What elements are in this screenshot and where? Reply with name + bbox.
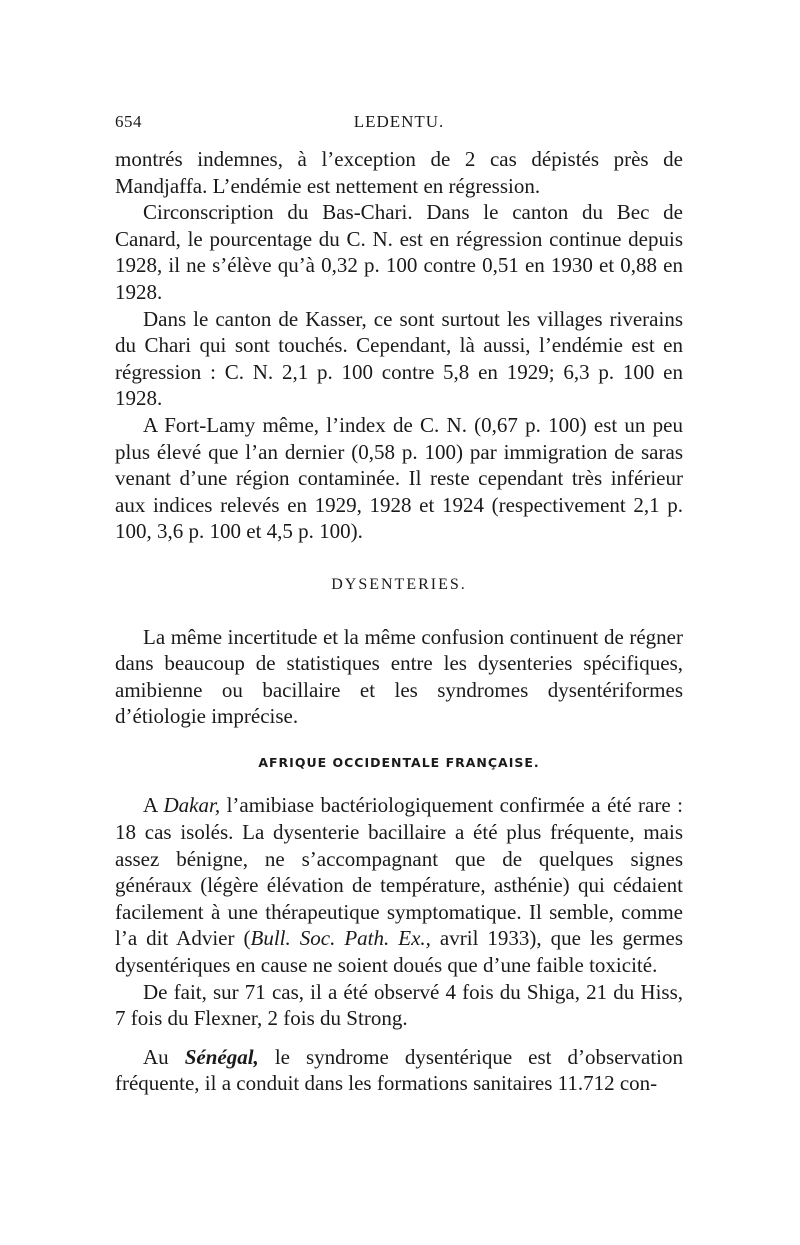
sub-heading: AFRIQUE OCCIDENTALE FRANÇAISE. bbox=[258, 754, 540, 770]
running-head bbox=[115, 112, 683, 138]
page-number: 654 bbox=[115, 112, 142, 131]
paragraph-continuation: montrés indemnes, à l’exception de 2 cas dépistés près de Mandjaffa. L’endémie est nettement en régression. bbox=[115, 147, 683, 198]
paragraph-strains: De fait, sur 71 cas, il a été observé 4 fois du Shiga, 21 du Hiss, 7 fois du Flexner, 2 fois du Strong. bbox=[115, 979, 683, 1031]
dakar-text-1: l’amibiase bactériologiquement confirmée a été rare : 18 cas isolés. La dysenterie bacillaire a été plus fréquente, mais assez bénigne, ne s’accompagnant que de quelques signes généraux (légère élévation de température, asthénie) qui cédaient facilement à une thérapeutique symptomatique. Il semble, comme l’a dit Advier ( bbox=[115, 793, 683, 951]
page-body bbox=[115, 146, 683, 1097]
dakar-lead: A bbox=[143, 793, 164, 818]
senegal-text: le syndrome dysentérique est d’observation fréquente, il a conduit dans les formations sanitaires 11.712 con- bbox=[115, 1044, 683, 1096]
place-dakar: Dakar, bbox=[163, 793, 221, 818]
dakar-text-2: avril 1933), que les germes dysentériques en cause ne soient doués que d’une faible toxicité. bbox=[115, 926, 683, 978]
paragraph-senegal bbox=[115, 1044, 683, 1097]
running-title: LEDENTU. bbox=[353, 112, 445, 131]
citation: Bull. Soc. Path. Ex., bbox=[250, 926, 431, 951]
paragraph-kasser: Dans le canton de Kasser, ce sont surtout les villages riverains du Chari qui sont touchés. Cependant, là aussi, l’endémie est en régression : C. N. 2,1 p. 100 contre 5,8 en 1929; 6,3 p. 100 en 1928. bbox=[115, 306, 683, 411]
paragraph-bas-chari: Circonscription du Bas-Chari. Dans le canton du Bec de Canard, le pourcentage du C. N. est en régression continue depuis 1928, il ne s’élève qu’à 0,32 p. 100 contre 0,51 en 1930 et 0,88 en 1928. bbox=[115, 200, 683, 304]
paragraph-fort-lamy: A Fort-Lamy même, l’index de C. N. (0,67 p. 100) est un peu plus élevé que l’an dernier (0,58 p. 100) par immigration de saras venant d’une région contaminée. Il reste cependant très inférieur aux indices relevés en 1929, 1928 et 1924 (respectivement 2,1 p. 100, 3,6 p. 100 et 4,5 p. 100). bbox=[115, 412, 683, 544]
senegal-lead: Au bbox=[143, 1044, 185, 1069]
section-heading: DYSENTERIES. bbox=[331, 575, 467, 593]
place-senegal: Sénégal, bbox=[184, 1044, 259, 1069]
paragraph-dakar bbox=[115, 792, 683, 978]
paragraph-dysenteries-intro: La même incertitude et la même confusion continuent de régner dans beaucoup de statistiques entre les dysenteries spécifiques, amibienne ou bacillaire et les syndromes dysentériformes d’étiologie imprécise. bbox=[115, 624, 683, 729]
